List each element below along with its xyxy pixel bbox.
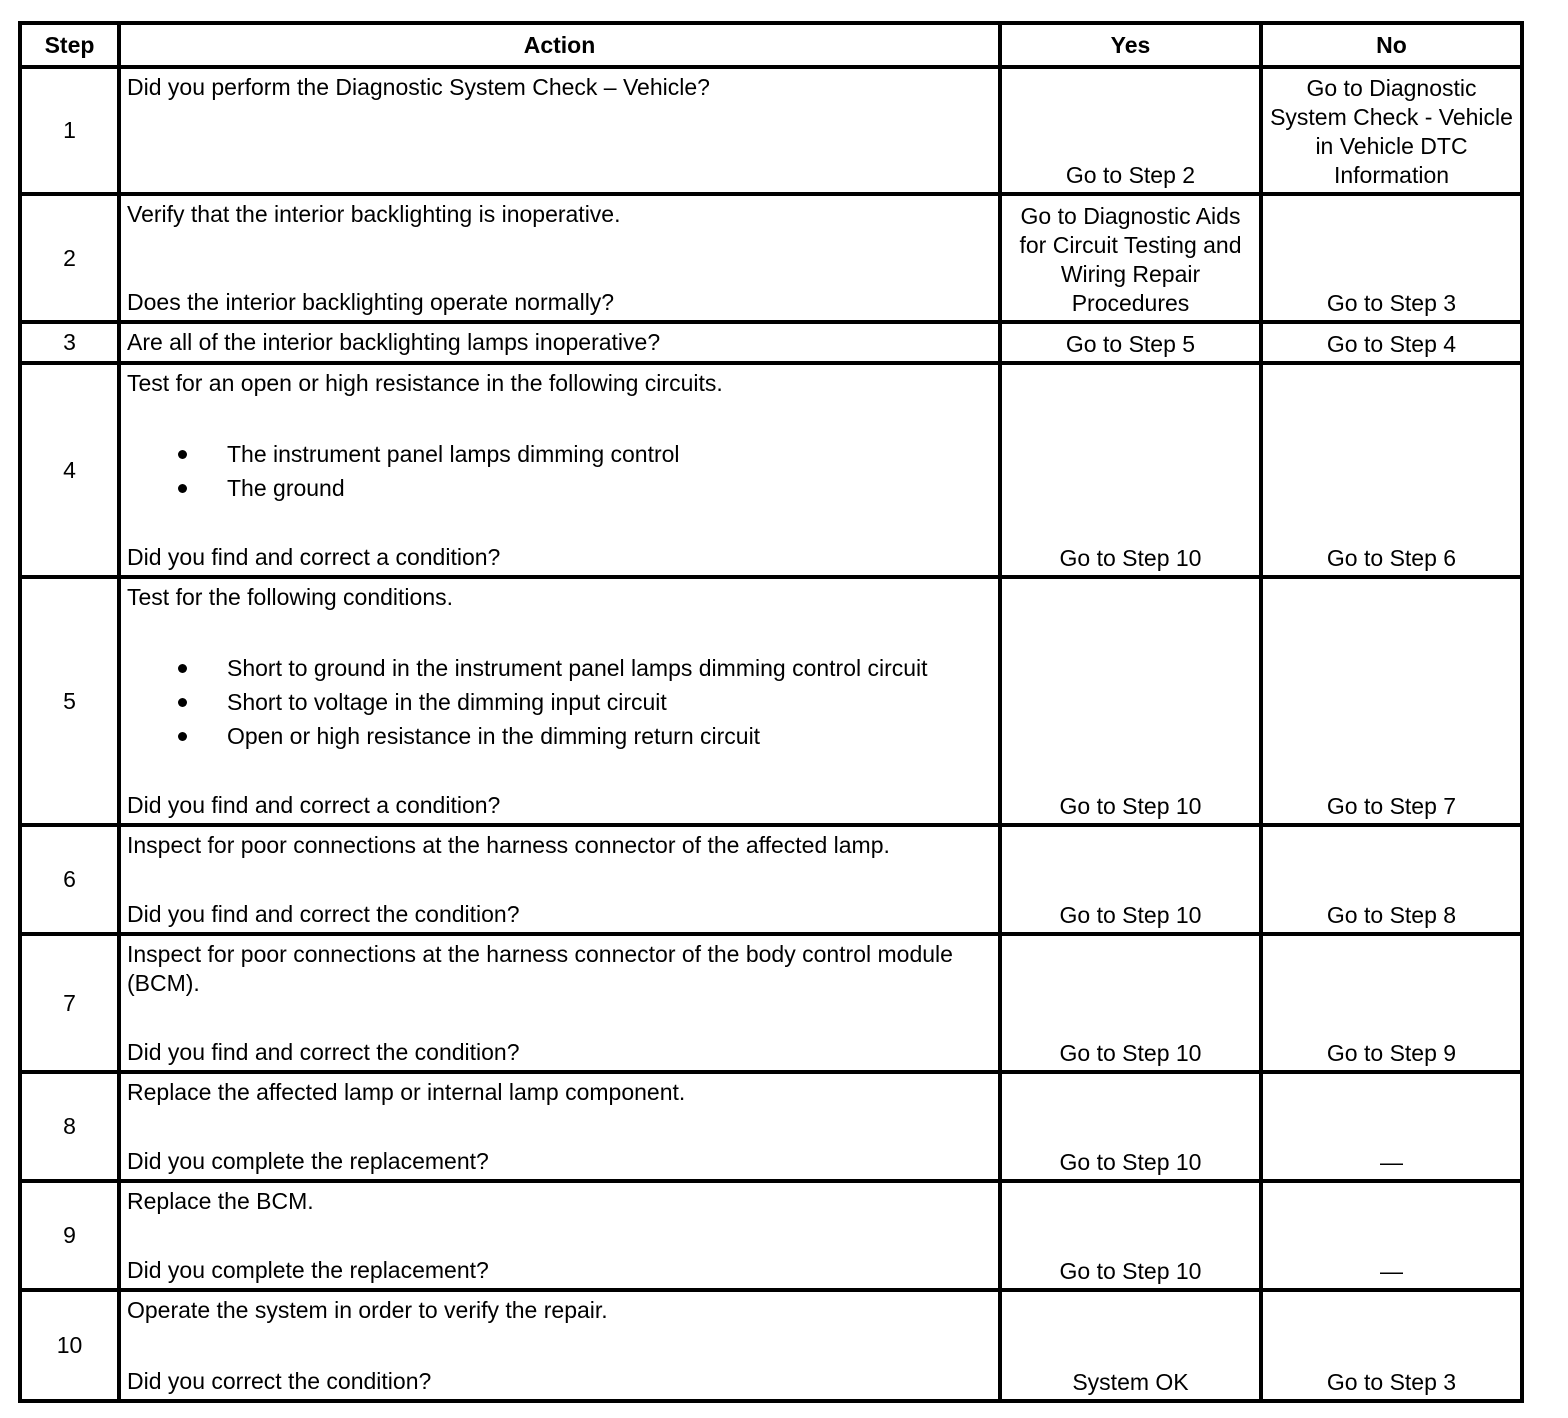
action-cell	[119, 1290, 1000, 1401]
yes-outcome: Go to Step 10	[1000, 577, 1261, 825]
action-cell	[119, 194, 1000, 322]
header-yes: Yes	[1000, 23, 1261, 67]
no-outcome: Go to Step 3	[1261, 1290, 1522, 1401]
table-row	[20, 194, 1522, 322]
action-question: Did you find and correct a condition?	[127, 544, 501, 570]
action-question: Did you correct the condition?	[127, 1368, 432, 1394]
yes-outcome: Go to Step 10	[1000, 825, 1261, 934]
table-row	[20, 577, 1522, 825]
action-instruction: Verify that the interior backlighting is inoperative.	[127, 201, 621, 227]
action-cell	[119, 363, 1000, 577]
step-number: 6	[20, 825, 119, 934]
action-question: Does the interior backlighting operate normally?	[127, 289, 615, 315]
list-item: Open or high resistance in the dimming return circuit	[127, 719, 992, 753]
header-row	[20, 23, 1522, 67]
table-row	[20, 825, 1522, 934]
list-item: Short to ground in the instrument panel lamps dimming control circuit	[127, 651, 992, 685]
action-cell	[119, 67, 1000, 194]
yes-outcome: Go to Step 5	[1000, 322, 1261, 363]
yes-outcome: Go to Diagnostic Aids for Circuit Testing and Wiring Repair Procedures	[1000, 194, 1261, 322]
step-number: 3	[20, 322, 119, 363]
action-content	[127, 73, 992, 189]
action-content	[127, 831, 992, 929]
action-cell	[119, 1181, 1000, 1290]
table-row	[20, 1290, 1522, 1401]
table-row	[20, 1181, 1522, 1290]
no-outcome: Go to Step 7	[1261, 577, 1522, 825]
action-instruction: Operate the system in order to verify the repair.	[127, 1297, 608, 1323]
step-number: 7	[20, 934, 119, 1072]
step-number: 10	[20, 1290, 119, 1401]
list-item: The instrument panel lamps dimming control	[127, 437, 992, 471]
action-cell	[119, 825, 1000, 934]
no-outcome: Go to Diagnostic System Check - Vehicle in Vehicle DTC Information	[1261, 67, 1522, 194]
action-cell	[119, 1072, 1000, 1181]
condition-list	[127, 437, 992, 505]
action-cell	[119, 322, 1000, 363]
table-row	[20, 363, 1522, 577]
yes-outcome: Go to Step 2	[1000, 67, 1261, 194]
no-outcome: Go to Step 8	[1261, 825, 1522, 934]
action-content	[127, 940, 992, 1067]
no-outcome: Go to Step 9	[1261, 934, 1522, 1072]
action-content	[127, 200, 992, 317]
header-no: No	[1261, 23, 1522, 67]
table-row	[20, 322, 1522, 363]
action-instruction: Test for the following conditions.	[127, 584, 454, 610]
action-question: Did you find and correct the condition?	[127, 1039, 520, 1065]
action-instruction: Did you perform the Diagnostic System Check – Vehicle?	[127, 74, 710, 100]
diagnostic-table	[18, 21, 1524, 1403]
action-question: Did you find and correct the condition?	[127, 901, 520, 927]
table-body	[20, 67, 1522, 1401]
step-number: 5	[20, 577, 119, 825]
step-number: 4	[20, 363, 119, 577]
action-instruction: Test for an open or high resistance in the following circuits.	[127, 370, 723, 396]
no-outcome: Go to Step 3	[1261, 194, 1522, 322]
yes-outcome: Go to Step 10	[1000, 1181, 1261, 1290]
table-row	[20, 1072, 1522, 1181]
action-question: Did you find and correct a condition?	[127, 792, 501, 818]
step-number: 1	[20, 67, 119, 194]
action-content	[127, 328, 992, 358]
action-cell	[119, 577, 1000, 825]
action-instruction: Are all of the interior backlighting lamps inoperative?	[127, 329, 661, 355]
condition-list	[127, 651, 992, 753]
action-cell	[119, 934, 1000, 1072]
list-item: The ground	[127, 471, 992, 505]
action-question: Did you complete the replacement?	[127, 1148, 489, 1174]
action-question: Did you complete the replacement?	[127, 1257, 489, 1283]
step-number: 9	[20, 1181, 119, 1290]
no-outcome: —	[1261, 1072, 1522, 1181]
list-item: Short to voltage in the dimming input circuit	[127, 685, 992, 719]
step-number: 2	[20, 194, 119, 322]
action-content	[127, 1078, 992, 1176]
yes-outcome: Go to Step 10	[1000, 1072, 1261, 1181]
no-outcome: —	[1261, 1181, 1522, 1290]
action-content	[127, 1187, 992, 1285]
action-content	[127, 583, 992, 820]
action-instruction: Replace the affected lamp or internal lamp component.	[127, 1079, 686, 1105]
header-action: Action	[119, 23, 1000, 67]
header-step: Step	[20, 23, 119, 67]
yes-outcome: Go to Step 10	[1000, 934, 1261, 1072]
no-outcome: Go to Step 4	[1261, 322, 1522, 363]
action-instruction: Replace the BCM.	[127, 1188, 314, 1214]
yes-outcome: Go to Step 10	[1000, 363, 1261, 577]
action-instruction: Inspect for poor connections at the harness connector of the body control module (BCM).	[127, 941, 953, 996]
step-number: 8	[20, 1072, 119, 1181]
table-row	[20, 934, 1522, 1072]
action-content	[127, 1296, 992, 1396]
table-row	[20, 67, 1522, 194]
no-outcome: Go to Step 6	[1261, 363, 1522, 577]
yes-outcome: System OK	[1000, 1290, 1261, 1401]
action-content	[127, 369, 992, 572]
action-instruction: Inspect for poor connections at the harness connector of the affected lamp.	[127, 832, 890, 858]
